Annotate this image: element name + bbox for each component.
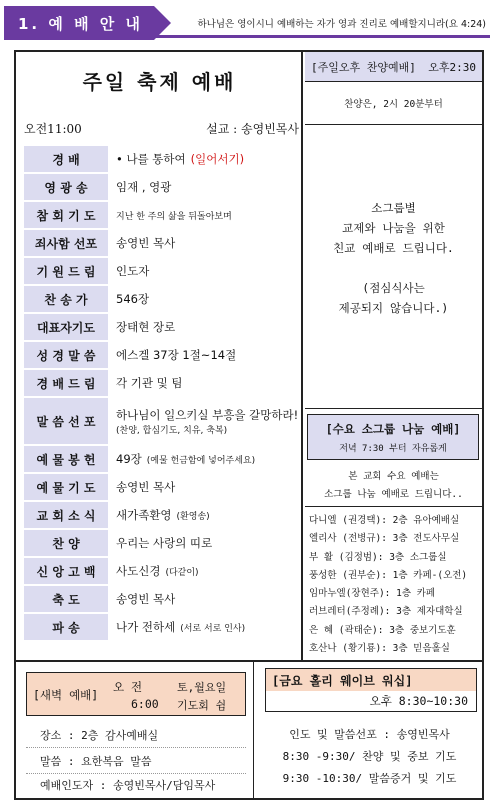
order-label: 파 송 bbox=[24, 614, 108, 640]
order-row bbox=[24, 474, 299, 500]
order-value-text: 장태현 장로 bbox=[116, 320, 176, 334]
order-value bbox=[108, 319, 299, 335]
divider bbox=[305, 124, 482, 125]
order-row bbox=[24, 614, 299, 640]
small-group-list bbox=[309, 512, 481, 658]
friday-title: [금요 홀리 웨이브 워십] bbox=[266, 669, 476, 691]
order-value bbox=[108, 591, 299, 607]
order-label: 찬 양 bbox=[24, 530, 108, 556]
order-value bbox=[108, 347, 299, 363]
order-value-text: 송영빈 목사 bbox=[116, 480, 176, 494]
message-line: 교제와 나눔을 위한 bbox=[342, 221, 445, 235]
header-verse: 하나님은 영이시니 예배하는 자가 영과 진리로 예배할지니라(요 4:24) bbox=[154, 10, 490, 38]
order-row bbox=[24, 446, 299, 472]
dawn-service-panel bbox=[16, 662, 254, 798]
sunday-pm-title-bar bbox=[305, 52, 482, 82]
order-label: 예 물 봉 헌 bbox=[24, 446, 108, 472]
dawn-rest: 기도회 쉼 bbox=[177, 699, 227, 712]
dawn-title-box bbox=[26, 672, 246, 716]
order-value-text: 49장 bbox=[116, 452, 142, 466]
dawn-word: 말씀 : 요한복음 말씀 bbox=[26, 748, 246, 774]
message-line: 친교 예배로 드립니다. bbox=[333, 241, 454, 255]
side-panel bbox=[305, 52, 482, 660]
order-label: 성 경 말 씀 bbox=[24, 342, 108, 368]
order-value bbox=[108, 208, 299, 222]
message-line: 제공되지 않습니다.) bbox=[338, 301, 449, 315]
dawn-time-am: 오 전 bbox=[113, 680, 143, 694]
order-value-note: (일어서기) bbox=[190, 152, 245, 166]
weekday-services bbox=[14, 662, 484, 800]
sunday-pm-note: 찬양은, 2시 20분부터 bbox=[344, 99, 443, 110]
order-row bbox=[24, 370, 299, 396]
sunday-pm-message bbox=[305, 198, 482, 318]
small-group-item: 호산나 (황기룡): 3층 믿음홀실 bbox=[309, 643, 450, 655]
worship-frame bbox=[14, 50, 484, 662]
small-group-item: 엘리사 (전병규): 3층 전도사무실 bbox=[309, 533, 460, 545]
order-value-text: • 나를 통하여 bbox=[116, 152, 186, 166]
friday-line-1: 인도 및 말씀선포 : 송영빈목사 bbox=[289, 728, 450, 741]
order-value bbox=[108, 535, 299, 551]
order-value-text: 우리는 사랑의 띠로 bbox=[116, 536, 213, 550]
wednesday-time: 저녁 7:30 부터 자유롭게 bbox=[339, 444, 447, 454]
order-value-text: 각 기관 및 팀 bbox=[116, 376, 183, 390]
message-line: 소그룹별 bbox=[371, 201, 416, 215]
order-label: 경 배 bbox=[24, 146, 108, 172]
message-spacer bbox=[305, 258, 482, 278]
order-value-text: 에스겔 37장 1절~14절 bbox=[116, 348, 237, 362]
order-label: 죄사함 선포 bbox=[24, 230, 108, 256]
order-value-note: (다같이) bbox=[165, 568, 199, 578]
section-header bbox=[4, 6, 490, 40]
divider bbox=[305, 408, 482, 409]
page-title: 주일 축제 예배 bbox=[82, 70, 237, 94]
dawn-label: [새벽 예배] bbox=[33, 688, 99, 702]
sunday-service-panel bbox=[16, 52, 303, 660]
order-value-text: 인도자 bbox=[116, 264, 150, 278]
wednesday-note-2: 소그룹 나눔 예배로 드립니다.. bbox=[324, 489, 463, 500]
order-value bbox=[108, 235, 299, 251]
section-tab: 1. 예 배 안 내 bbox=[4, 6, 154, 40]
order-value bbox=[108, 507, 299, 523]
order-value bbox=[108, 179, 299, 195]
small-group-item: 러브레터(주정례): 3층 제자대학실 bbox=[309, 606, 463, 618]
dawn-leader: 예배인도자 : 송영빈목사/담임목사 bbox=[40, 779, 216, 792]
order-label: 교 회 소 식 bbox=[24, 502, 108, 528]
order-value-text: 새가족환영 bbox=[116, 508, 172, 522]
order-value bbox=[108, 151, 299, 167]
order-value-text: 하나님이 일으키실 부흥을 갈망하라! bbox=[116, 407, 299, 422]
order-value-text: 사도신경 bbox=[116, 564, 161, 578]
friday-time: 오후 8:30~10:30 bbox=[369, 694, 468, 708]
order-label: 신 앙 고 백 bbox=[24, 558, 108, 584]
order-value-sub: (찬양, 합심기도, 치유, 축복) bbox=[116, 425, 228, 436]
dawn-days: 토,월요일 bbox=[177, 681, 227, 694]
order-row bbox=[24, 314, 299, 340]
service-preacher: 설교 : 송영빈목사 bbox=[206, 122, 299, 136]
small-group-item: 부 활 (김정범): 3층 소그룹실 bbox=[309, 551, 447, 563]
order-value bbox=[108, 563, 299, 579]
order-value-text: 송영빈 목사 bbox=[116, 592, 176, 606]
small-group-item: 다니엘 (권경택): 2층 유아예배실 bbox=[309, 515, 460, 526]
order-value bbox=[108, 291, 299, 307]
order-row bbox=[24, 586, 299, 612]
order-label: 경 배 드 림 bbox=[24, 370, 108, 396]
friday-service-panel bbox=[255, 662, 484, 798]
order-value-text: 나가 전하세 bbox=[116, 620, 176, 634]
order-value-note: (환영송) bbox=[176, 512, 210, 522]
friday-line-3: 9:30 -10:30/ 말씀증거 및 기도 bbox=[282, 772, 457, 785]
divider bbox=[305, 506, 482, 507]
order-value bbox=[108, 619, 299, 635]
order-row bbox=[24, 174, 299, 200]
order-value bbox=[108, 375, 299, 391]
order-row bbox=[24, 230, 299, 256]
order-value-text: 546장 bbox=[116, 292, 150, 306]
dawn-place: 장소 : 2층 감사예배실 bbox=[26, 722, 246, 748]
order-value-note: (서로 서로 인사) bbox=[180, 624, 246, 634]
order-label: 참 회 기 도 bbox=[24, 202, 108, 228]
wednesday-title: [수요 소그룹 나눔 예배] bbox=[325, 422, 461, 436]
order-row bbox=[24, 258, 299, 284]
friday-title-box bbox=[265, 668, 477, 712]
order-value-text: 임재 , 영광 bbox=[116, 180, 172, 194]
order-value-text: 지난 한 주의 삶을 뒤돌아보며 bbox=[116, 212, 232, 222]
order-value-note: (예물 헌금함에 넣어주세요) bbox=[146, 456, 256, 466]
order-label: 말 씀 선 포 bbox=[24, 398, 108, 444]
order-value bbox=[108, 263, 299, 279]
order-row bbox=[24, 502, 299, 528]
order-value bbox=[108, 479, 299, 495]
order-row bbox=[24, 286, 299, 312]
order-label: 기 원 드 림 bbox=[24, 258, 108, 284]
order-row bbox=[24, 146, 299, 172]
order-value-text: 송영빈 목사 bbox=[116, 236, 176, 250]
order-row bbox=[24, 398, 299, 444]
order-row bbox=[24, 342, 299, 368]
wednesday-title-box bbox=[307, 414, 479, 460]
small-group-item: 임마누엘(장현주): 1층 카페 bbox=[309, 588, 436, 600]
order-row bbox=[24, 558, 299, 584]
sunday-pm-time: 오후2:30 bbox=[428, 60, 476, 74]
message-line: (점심식사는 bbox=[362, 281, 425, 295]
small-group-item: 풍성한 (권부순): 1층 카페-(오전) bbox=[309, 569, 468, 581]
order-label: 대표자기도 bbox=[24, 314, 108, 340]
friday-line-2: 8:30 -9:30/ 찬양 및 중보 기도 bbox=[282, 750, 457, 763]
order-of-worship bbox=[24, 146, 299, 642]
small-group-item: 은 혜 (곽태순): 3층 중보기도훈 bbox=[309, 624, 456, 636]
order-value bbox=[108, 451, 299, 467]
order-label: 찬 송 가 bbox=[24, 286, 108, 312]
sunday-pm-title: [주일오후 찬양예배] bbox=[311, 60, 416, 74]
order-label: 영 광 송 bbox=[24, 174, 108, 200]
service-time: 오전11:00 bbox=[24, 122, 82, 136]
order-value bbox=[108, 407, 299, 436]
order-label: 축 도 bbox=[24, 586, 108, 612]
dawn-time: 6:00 bbox=[131, 697, 159, 711]
order-label: 예 물 기 도 bbox=[24, 474, 108, 500]
order-row bbox=[24, 202, 299, 228]
wednesday-note-1: 본 교회 수요 예배는 bbox=[348, 471, 439, 482]
order-row bbox=[24, 530, 299, 556]
